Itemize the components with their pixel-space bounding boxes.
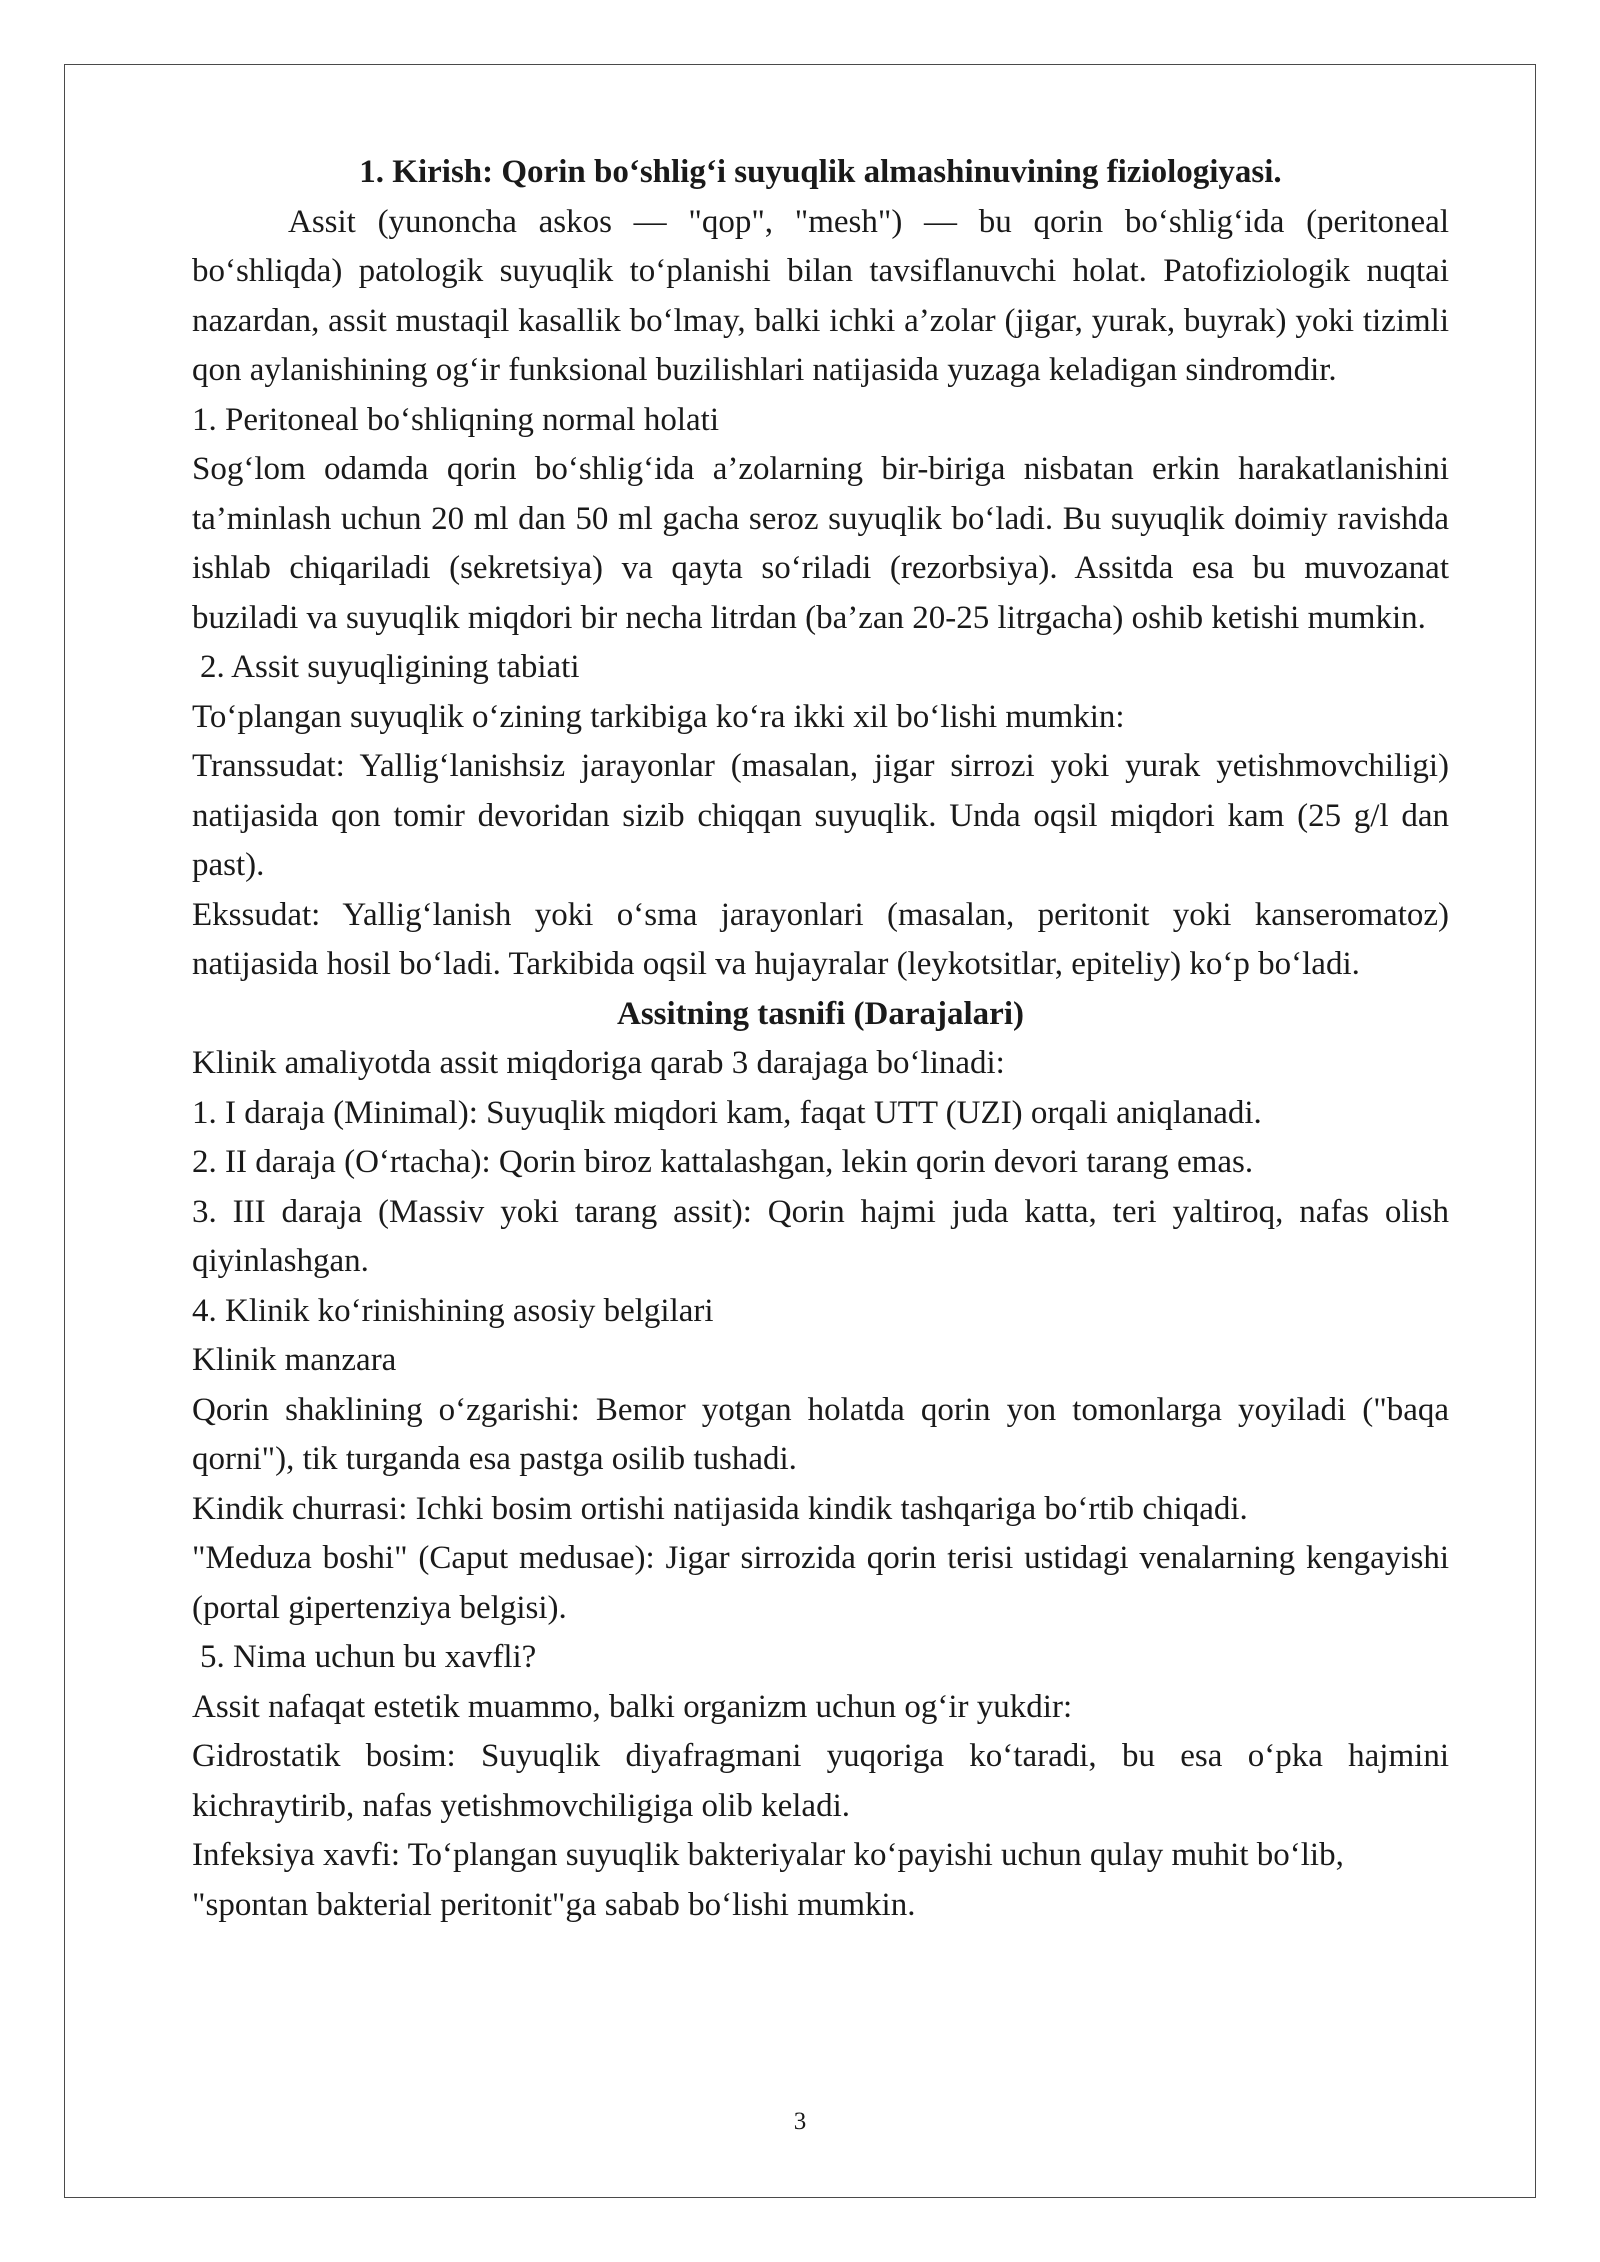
section-4-heading: 4. Klinik ko‘rinishining asosiy belgilari (192, 1292, 714, 1329)
classification-intro: Klinik amaliyotda assit miqdoriga qarab 3 darajaga bo‘linadi: (192, 1045, 1005, 1081)
section-5-heading: 5. Nima uchun bu xavfli? (200, 1639, 537, 1675)
classification-heading: Assitning tasnifi (Darajalari) (617, 995, 1024, 1032)
transsudat-paragraph: Transsudat: Yallig‘lanishsiz jarayonlar (masalan, jigar sirrozi yoki yurak yetishmovchiligi) natijasida qon tomir devoridan sizib chiqqan suyuqlik. Unda oqsil miqdori kam (25 g/l dan past). (192, 748, 1449, 883)
list-item: 2. II daraja (O‘rtacha): Qorin biroz kattalashgan, lekin qorin devori tarang emas. (192, 1144, 1254, 1180)
section-5-intro: Assit nafaqat estetik muammo, balki organizm uchun og‘ir yukdir: (192, 1688, 1073, 1725)
section-1-paragraph: Sog‘lom odamda qorin bo‘shlig‘ida a’zolarning bir-biriga nisbatan erkin harakatlanishini ta’minlash uchun 20 ml dan 50 ml gacha seroz suyuqlik bo‘ladi. Bu suyuqlik doimiy ravishda ishlab chiqariladi (sekretsiya) va qayta so‘riladi (rezorbsiya). Assitda esa bu muvozanat buziladi va suyuqlik miqdori bir necha litrdan (ba’zan 20-25 litrgacha) oshib ketishi mumkin. (192, 451, 1449, 636)
intro-paragraph: Assit (yunoncha askos — "qop", "mesh") — bu qorin bo‘shlig‘ida (peritoneal bo‘shliqda) patologik suyuqlik to‘planishi bilan tavsiflanuvchi holat. Patofiziologik nuqtai nazardan, assit mustaqil kasallik bo‘lmay, balki ichki a’zolar (jigar, yurak, buyrak) yoki tizimli qon aylanishining og‘ir funksional buzilishlari natijasida yuzaga keladigan sindromdir. (192, 203, 1449, 388)
document-body (192, 148, 1449, 1930)
list-item: Qorin shaklining o‘zgarishi: Bemor yotgan holatda qorin yon tomonlarga yoyiladi ("baqa qorni"), tik turganda esa pastga osilib tushadi. (192, 1391, 1449, 1477)
section-2-heading: 2. Assit suyuqligining tabiati (200, 649, 580, 685)
section-2-intro: To‘plangan suyuqlik o‘zining tarkibiga ko‘ra ikki xil bo‘lishi mumkin: (192, 698, 1125, 735)
list-item: Infeksiya xavfi: To‘plangan suyuqlik bakteriyalar ko‘payishi uchun qulay muhit bo‘lib, "spontan bakterial peritonit"ga sabab bo‘lishi mumkin. (192, 1837, 1344, 1923)
list-item: Kindik churrasi: Ichki bosim ortishi natijasida kindik tashqariga bo‘rtib chiqadi. (192, 1490, 1248, 1527)
section-4-subheading: Klinik manzara (192, 1342, 397, 1378)
section-1-heading: 1. Peritoneal bo‘shliqning normal holati (192, 401, 720, 438)
page-number: 3 (793, 2108, 807, 2135)
section-title: 1. Kirish: Qorin bo‘shlig‘i suyuqlik almashinuvining fiziologiyasi. (359, 154, 1282, 190)
list-item: "Meduza boshi" (Caput medusae): Jigar sirrozida qorin terisi ustidagi venalarning kengayishi (portal gipertenziya belgisi). (192, 1540, 1449, 1626)
list-item: 3. III daraja (Massiv yoki tarang assit): Qorin hajmi juda katta, teri yaltiroq, nafas olish qiyinlashgan. (192, 1193, 1449, 1279)
list-item: Gidrostatik bosim: Suyuqlik diyafragmani yuqoriga ko‘taradi, bu esa o‘pka hajmini kichraytirib, nafas yetishmovchiligiga olib keladi. (192, 1738, 1449, 1824)
ekssudat-paragraph: Ekssudat: Yallig‘lanish yoki o‘sma jarayonlari (masalan, peritonit yoki kanseromatoz) natijasida hosil bo‘ladi. Tarkibida oqsil va hujayralar (leykotsitlar, epiteliy) ko‘p bo‘ladi. (192, 896, 1449, 982)
list-item: 1. I daraja (Minimal): Suyuqlik miqdori kam, faqat UTT (UZI) orqali aniqlanadi. (192, 1094, 1262, 1131)
